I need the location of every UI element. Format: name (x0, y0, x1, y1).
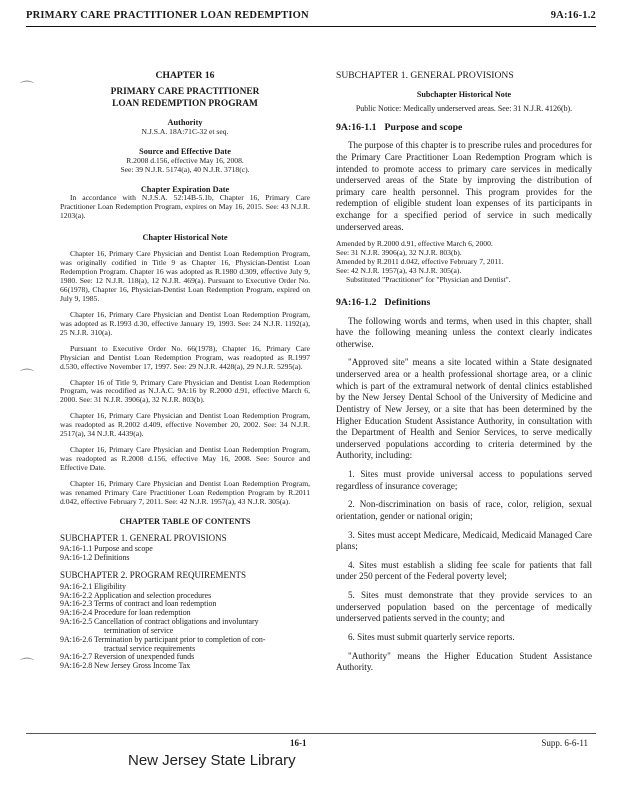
public-notice: Public Notice: Medically underserved areas. See: 31 N.J.R. 4126(b). (355, 103, 573, 113)
running-header (26, 10, 596, 21)
chapter-title (60, 87, 310, 110)
toc-section-number: 9A:16-2.7 (60, 652, 93, 662)
chapter-title-line-1: PRIMARY CARE PRACTITIONER (110, 87, 260, 98)
criteria-item: 5. Sites must demonstrate that they provide services to an underserved population based on the percentage of medically underserved patients served in the county; and (336, 590, 592, 624)
header-title: PRIMARY CARE PRACTITIONER LOAN REDEMPTION (26, 10, 309, 21)
expiration-text: In accordance with N.J.S.A. 52:14B-5.1b, Chapter 16, Primary Care Practitioner Loan Redemption Program, expires on May 16, 2015. See: 43 N.J.R. 1203(a). (60, 193, 310, 221)
amendment-line: Amended by R.2011 d.042, effective February 7, 2011. (336, 257, 504, 267)
margin-mark-icon: ⌒ (20, 369, 34, 385)
historical-note-paragraph: Chapter 16, Primary Care Physician and Dentist Loan Redemption Program, was originally codified in Title 9 as Chapter 16, Physician-Dentist Loan Redemption Program. Chapter 16 was adopted as R.1980 d.309, effective July 9, 1980. See: 12 N.J.R. 118(a), 12 N.J.R. 469(a). Pursuant to Executive Order No. 66(1978), Chapter 16, Physician-Dentist Loan Redemption Program, expired on July 9, 1985. (60, 249, 310, 303)
section-title: Definitions (384, 297, 431, 309)
section-heading (336, 122, 592, 135)
toc-section-title (94, 636, 310, 654)
toc-section-title: Application and selection procedures (94, 590, 212, 600)
section-number: 9A:16-1.1 (336, 121, 377, 133)
historical-note-paragraph: Chapter 16, Primary Care Physician and Dentist Loan Redemption Program, was readopted as R.2008 d.156, effective May 16, 2008. See: Source and Effective Date. (60, 445, 310, 473)
amendment-line: See: 42 N.J.R. 1957(a), 43 N.J.R. 305(a). (336, 266, 462, 276)
header-rule (26, 26, 596, 27)
right-column (336, 70, 592, 681)
criteria-item: 2. Non-discrimination on basis of race, color, religion, sexual orientation, gender or national origin; (336, 499, 592, 521)
toc-section-number: 9A:16-2.5 (60, 617, 93, 627)
amendment-line: Amended by R.2000 d.91, effective March 6, 2000. (336, 239, 493, 249)
section-number: 9A:16-1.2 (336, 297, 377, 309)
supplement-date: Supp. 6-6-11 (541, 738, 588, 748)
margin-mark-icon: ⌒ (20, 658, 34, 674)
toc-title: CHAPTER TABLE OF CONTENTS (119, 516, 251, 526)
subchapter-historical-note-label: Subchapter Historical Note (416, 90, 512, 100)
criteria-item: 1. Sites must provide universal access to populations served regardless of insurance coverage; (336, 469, 592, 491)
criteria-item: 6. Sites must submit quarterly service reports. (348, 631, 515, 642)
section-body: The purpose of this chapter is to prescribe rules and procedures for the Primary Care Practitioner Loan Redemption Program which is intended to promote access to primary care services in medically underserved areas of the State by improving the distribution of primary care health personnel. This program provides for the redemption of eligible student loan expenses of its participants in exchange for a specified period of service in such medically underserved areas. (336, 140, 592, 232)
definition-authority: "Authority" means the Higher Education Student Assistance Authority. (336, 650, 592, 673)
section-title: Purpose and scope (384, 121, 463, 133)
subchapter-heading: SUBCHAPTER 1. GENERAL PROVISIONS (336, 70, 514, 81)
authority-text: N.J.S.A. 18A:71C-32 et seq. (141, 127, 229, 137)
authority-label: Authority (167, 118, 203, 128)
toc-section-title: Purpose and scope (94, 544, 153, 554)
header-citation: 9A:16-1.2 (550, 10, 596, 21)
expiration-label: Chapter Expiration Date (140, 184, 230, 194)
toc-section-title: Definitions (94, 553, 130, 563)
toc-section-title: Terms of contract and loan redemption (94, 599, 217, 609)
criteria-item: 3. Sites must accept Medicare, Medicaid, Medicaid Managed Care plans; (336, 529, 592, 552)
toc-title-text: Termination by participant prior to completion of con- (94, 634, 266, 644)
historical-note-paragraph: Chapter 16 of Title 9, Primary Care Physician and Dentist Loan Redemption Program, was recodified as N.J.A.C. 9A:16 by R.2000 d.91, effective March 6, 2000. See: 31 N.J.R. 3906(a), 32 N.J.R. 803(b). (60, 377, 310, 405)
amendment-line: See: 31 N.J.R. 3906(a), 32 N.J.R. 803(b). (336, 248, 462, 258)
historical-note-paragraph: Chapter 16, Primary Care Physician and Dentist Loan Redemption Program, was adopted as R.1993 d.30, effective January 19, 1993. See: 24 N.J.R. 1192(a), 25 N.J.R. 310(a). (60, 309, 310, 337)
chapter-number: CHAPTER 16 (155, 70, 215, 81)
historical-note-paragraph: Chapter 16, Primary Care Physician and Dentist Loan Redemption Program, was renamed Primary Care Practitioner Loan Redemption Program by R.2011 d.042, effective February 7, 2011. See: 42 N.J.R. 1957(a), 43 N.J.R. 305(a). (60, 479, 310, 507)
page-number: 16-1 (290, 738, 307, 748)
toc-title-continuation: termination of service (104, 625, 174, 635)
definition-approved-site: "Approved site" means a site located within a State designated underserved area or a health professional shortage area, or a clinic which is part of the extramural network of dental clinics established by the New Jersey Dental School of the University of Medicine and Dentistry of New Jersey, or a site that has been determined by the Higher Education Student Assistance Authority, in consultation with the Department of Health and Senior Services, to serve medically underserved populations according to criteria determined by the Authority, including: (336, 357, 592, 461)
toc-section-number: 9A:16-1.1 (60, 544, 93, 554)
toc-section-number: 9A:16-2.1 (60, 581, 93, 591)
chapter-title-line-2: LOAN REDEMPTION PROGRAM (112, 98, 258, 109)
definitions-intro: The following words and terms, when used in this chapter, shall have the following meaning unless the context clearly indicates otherwise. (336, 315, 592, 349)
toc-subchapter-1: SUBCHAPTER 1. GENERAL PROVISIONS (60, 532, 227, 543)
toc-section-number: 9A:16-1.2 (60, 553, 93, 563)
toc-row[interactable] (60, 662, 310, 671)
toc-section-title: New Jersey Gross Income Tax (94, 661, 191, 671)
section-heading (336, 297, 592, 310)
toc-section-number: 9A:16-2.3 (60, 599, 93, 609)
toc-section-number: 9A:16-2.2 (60, 590, 93, 600)
toc-subchapter-2: SUBCHAPTER 2. PROGRAM REQUIREMENTS (60, 570, 247, 581)
historical-note-paragraph: Pursuant to Executive Order No. 66(1978), Chapter 16, Primary Care Physician and Dentist Loan Redemption Program, was readopted as R.1997 d.530, effective November 17, 1997. See: 29 N.J.R. 4428(a), 29 N.J.R. 5295(a). (60, 343, 310, 371)
toc-section-number: 9A:16-2.6 (60, 634, 93, 644)
criteria-item: 4. Sites must establish a sliding fee scale for patients that fall under 250 percent of the Federal poverty level; (336, 559, 592, 582)
toc-row[interactable] (60, 636, 310, 654)
toc-section-title (94, 618, 310, 636)
toc-title-text: Cancellation of contract obligations and involuntary (94, 617, 259, 627)
toc-row[interactable] (60, 618, 310, 636)
amendment-line: Substituted "Practitioner" for "Physician and Dentist". (346, 275, 511, 285)
margin-mark-icon: ⌒ (20, 81, 34, 97)
toc-section-title: Reversion of unexpended funds (94, 652, 195, 662)
amendment-note (336, 240, 592, 285)
library-stamp: New Jersey State Library (128, 752, 296, 769)
toc-section-number: 9A:16-2.8 (60, 661, 93, 671)
toc-section-title: Procedure for loan redemption (94, 608, 191, 618)
toc-section-number: 9A:16-2.4 (60, 608, 93, 618)
source-line-1: R.2008 d.156, effective May 16, 2008. (126, 155, 244, 165)
source-label: Source and Effective Date (139, 146, 231, 156)
left-column (60, 70, 310, 671)
toc-row[interactable] (60, 554, 310, 563)
toc-title-continuation: tractual service requirements (104, 643, 196, 653)
historical-note-label: Chapter Historical Note (142, 233, 228, 243)
toc-section-title: Eligibility (94, 581, 127, 591)
footer-rule (26, 733, 596, 734)
source-line-2: See: 39 N.J.R. 5174(a), 40 N.J.R. 3718(c). (120, 164, 250, 174)
historical-note-paragraph: Chapter 16, Primary Care Physician and Dentist Loan Redemption Program, was readopted as R.2002 d.409, effective November 20, 2002. See: 34 N.J.R. 2517(a), 34 N.J.R. 4439(a). (60, 411, 310, 439)
